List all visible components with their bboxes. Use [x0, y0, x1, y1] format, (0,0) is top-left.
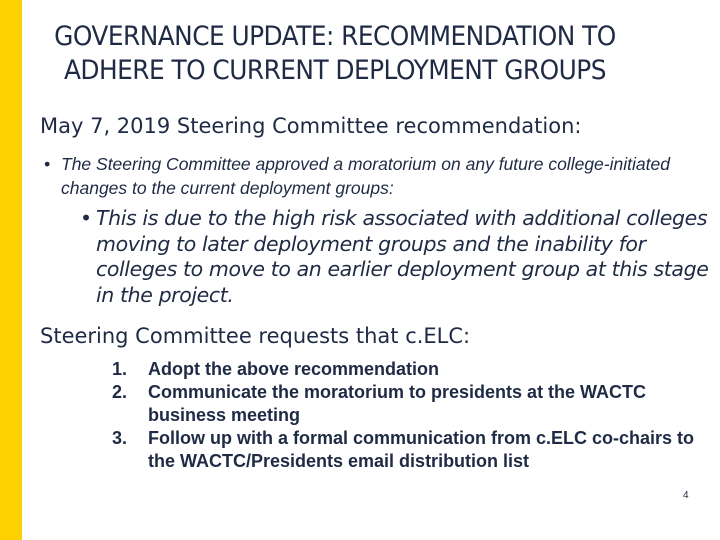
sub-bullet-risk [80, 206, 710, 308]
slide-title [24, 20, 646, 88]
list-item-text: Follow up with a formal communication from c.ELC co-chairs to the WACTC/Presidents email distribution list [148, 428, 695, 471]
list-item-text: Adopt the above recommendation [148, 359, 440, 379]
sub-bullet-text: This is due to the high risk associated with additional colleges moving to later deployment groups and the inability for colleges to move to an earlier deployment group at this stage in the project. [96, 206, 709, 307]
requests-list [112, 358, 702, 473]
list-item-number: 3. [112, 428, 128, 448]
slide-title-line2: ADHERE TO CURRENT DEPLOYMENT GROUPS [63, 55, 606, 86]
accent-bar [0, 0, 22, 540]
slide-title-line1: GOVERNANCE UPDATE: RECOMMENDATION TO [54, 21, 616, 52]
bullet-text: The Steering Committee approved a moratorium on any future college-initiated changes to the current deployment groups: [61, 154, 670, 198]
bullet-marker: • [44, 154, 51, 174]
list-item-number: 1. [112, 359, 128, 379]
sub-bullet-marker: • [80, 206, 92, 230]
bullet-moratorium [44, 152, 684, 200]
page-number: 4 [683, 490, 689, 501]
list-item-number: 2. [112, 382, 128, 402]
recommendation-heading: May 7, 2019 Steering Committee recommendation: [40, 114, 582, 138]
requests-heading: Steering Committee requests that c.ELC: [40, 324, 471, 348]
list-item [112, 358, 702, 381]
list-item [112, 381, 702, 427]
list-item-text: Communicate the moratorium to presidents at the WACTC business meeting [148, 382, 647, 425]
list-item [112, 427, 702, 473]
